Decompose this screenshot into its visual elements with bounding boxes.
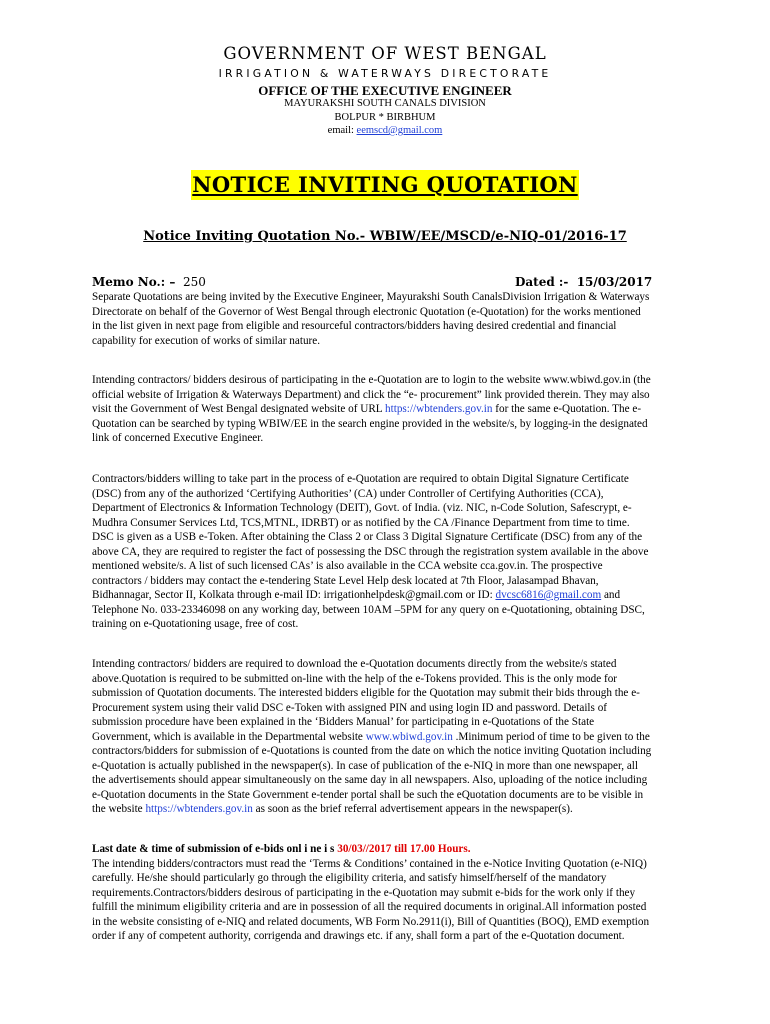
text-line: Contractors/bidders willing to take part in the process of e-Quotation are required to obtain Digital Signature Certificate [92, 473, 629, 485]
memo-line [92, 275, 206, 289]
text-line: Quotation can be searched by typing WBIW/EE in the search engine provided in the website/s, by logging-in the designated [92, 417, 648, 430]
wbiwd-link[interactable]: www.wbiwd.gov.in [365, 730, 453, 743]
paragraph-download [92, 657, 690, 817]
text-line: Mudhra Consumer Services Ltd, TCS,MTNL, IDRBT) or as notified by the CA /Finance Department from time to time. [92, 516, 630, 529]
text-line: contractors/bidders for submission of e-Quotations is counted from the date on which the notice inviting Quotation including [92, 745, 652, 757]
text-line: submission of Quotation documents. The interested bidders eligible for the Quotation may submit their bids through the e- [92, 687, 640, 699]
text-line: in the list given in next page from eligible and resourceful contractors/bidders having desired credential and financial [92, 320, 617, 332]
text-line: official website of Irrigation & Waterways Department) and click the “e- procurement” link provided therein. They may also [92, 388, 650, 401]
deadline-value: 30/03//2017 till 17.00 Hours. [337, 843, 471, 855]
text-line: mentioned website/s. A list of such licensed CAs’ is also available in the CCA website cca.gov.in. The prospective [92, 560, 603, 572]
paragraph-login [92, 373, 690, 446]
text-line [92, 802, 690, 817]
text-line: Department of Electronics & Information Technology (DEIT), Govt. of India. (viz. NIC, n-Code Solution, Safescrypt, e- [92, 502, 632, 514]
directorate-heading: IRRIGATION & WATERWAYS DIRECTORATE [218, 67, 552, 80]
text-line: Telephone No. 033-23346098 on any working day, between 10AM –5PM for any query on e-Quotationing, obtaining DSC, [92, 603, 645, 616]
text-segment: and [601, 589, 621, 601]
notice-title: NOTICE INVITING QUOTATION [191, 170, 578, 200]
text-line [92, 402, 690, 417]
text-segment: for the same e-Quotation. The e- [492, 403, 642, 415]
text-line: Intending contractors/ bidders are required to download the e-Quotation documents directly from the website/s stated [92, 658, 617, 670]
text-segment: the website [92, 803, 146, 815]
paragraph-dsc [92, 472, 690, 632]
text-line: training on e-Quotationing usage, free of cost. [92, 618, 299, 630]
text-line: fulfill the minimum eligibility criteria and are in possession of all the required documents in original.All information posted [92, 901, 647, 913]
text-line: above.Quotation is required to be submitted on-line with the help of the e-Tokens provided. This is the only mode for [92, 672, 618, 685]
niq-number: Notice Inviting Quotation No.- WBIW/EE/MSCD/e-NIQ-01/2016-17 [143, 229, 627, 244]
paragraph-intro [92, 290, 690, 348]
text-line: Directorate on behalf of the Governor of West Bengal through electronic Quotation (e-Quotation) for the works mentioned [92, 305, 641, 318]
text-line [92, 730, 690, 745]
email-line [0, 125, 770, 136]
text-segment: as soon as the brief referral advertisement appears in the newspaper(s). [252, 803, 573, 815]
text-line: e-Quotation is actually published in the newspaper(s). In case of publication of the e-NIQ in more than one newspaper, all [92, 759, 639, 772]
text-line: carefully. He/she should particularly go through the eligibility criteria, and satisfy himself/herself of the mandatory [92, 872, 607, 884]
text-segment: Government, which is available in the Departmental website [92, 730, 366, 743]
text-line: in the website consisting of e-NIQ and related documents, WB Form No.2911(i), Bill of Quantities (BOQ), EMD exemption [92, 915, 650, 928]
government-heading: GOVERNMENT OF WEST BENGAL [223, 44, 547, 63]
deadline-line [92, 842, 690, 857]
text-line: (DSC) from any of the authorized ‘Certifying Authorities’ (CA) under Controller of Certifying Authorities (CCA), [92, 487, 604, 500]
dated-value: 15/03/2017 [576, 275, 653, 289]
text-line: contractors / bidders may contact the e-tendering State Level Help desk located at 7th Floor, Jalasampad Bhavan, [92, 574, 599, 587]
text-line: requirements.Contractors/bidders desirous of participating in the e-Quotation may submit e-bids for the work only if they [92, 886, 636, 899]
text-line [92, 588, 690, 603]
text-line: order if any of competent authority, corrigenda and drawings etc. if any, shall form a part of the e-Quotation document. [92, 930, 625, 942]
text-line: submission procedure have been explained in the ‘Bidders Manual’ for participating in e-Quotations of the State [92, 716, 595, 728]
email-link[interactable]: eemscd@gmail.com [356, 125, 443, 136]
memo-value: 250 [182, 275, 206, 289]
dated-line [515, 275, 652, 289]
deadline-label: Last date & time of submission of e-bids onl i ne i s [92, 843, 338, 855]
office-heading: OFFICE OF THE EXECUTIVE ENGINEER [258, 83, 512, 98]
text-line: above CA, they are required to register the fact of possessing the DSC through the registration system available in the above [92, 545, 649, 558]
email-label: email: [327, 125, 357, 136]
paragraph-deadline [92, 842, 690, 944]
text-line: link of concerned Executive Engineer. [92, 432, 264, 444]
text-line: Separate Quotations are being invited by the Executive Engineer, Mayurakshi South CanalsDivision Irrigation & Waterways [92, 291, 650, 303]
text-line: Intending contractors/ bidders desirous of participating in the e-Quotation are to login to the website www.wbiwd.gov.in (the [92, 374, 651, 386]
text-line: e-Quotation documents in the State Government e-tender portal shall be such the eQuotation documents are to be visible in [92, 788, 644, 801]
division-heading: MAYURAKSHI SOUTH CANALS DIVISION [284, 98, 486, 109]
text-segment: visit the Government of West Bengal designated website of URL [92, 403, 386, 415]
text-line: DSC is given as a USB e-Token. After obtaining the Class 2 or Class 3 Digital Signature Certificate (DSC) from any of the [92, 531, 643, 543]
wbtenders-link[interactable]: https://wbtenders.gov.in [145, 803, 253, 815]
location-heading: BOLPUR * BIRBHUM [334, 112, 436, 123]
title-wrap [0, 170, 770, 200]
text-line: The intending bidders/contractors must read the ‘Terms & Conditions’ contained in the e-Notice Inviting Quotation (e-NIQ) [92, 857, 647, 870]
text-line: the advertisements should appear simultaneously on the same day in all newspapers. Also, uploading of the notice including [92, 774, 648, 786]
memo-label: Memo No.: – [92, 275, 176, 289]
text-line: capability for execution of works of similar nature. [92, 334, 321, 347]
wbtenders-link[interactable]: https://wbtenders.gov.in [385, 403, 493, 415]
text-segment: .Minimum period of time to be given to the [452, 730, 650, 743]
dvcsc-email-link[interactable]: dvcsc6816@gmail.com [495, 589, 602, 601]
text-line: Procurement system using their valid DSC e-Token with assigned PIN and using login ID and password. Details of [92, 701, 608, 714]
dated-label: Dated :- [515, 275, 569, 289]
text-segment: Bidhannagar, Sector II, Kolkata through e-mail ID: irrigationhelpdesk@gmail.com or ID: [92, 589, 496, 601]
